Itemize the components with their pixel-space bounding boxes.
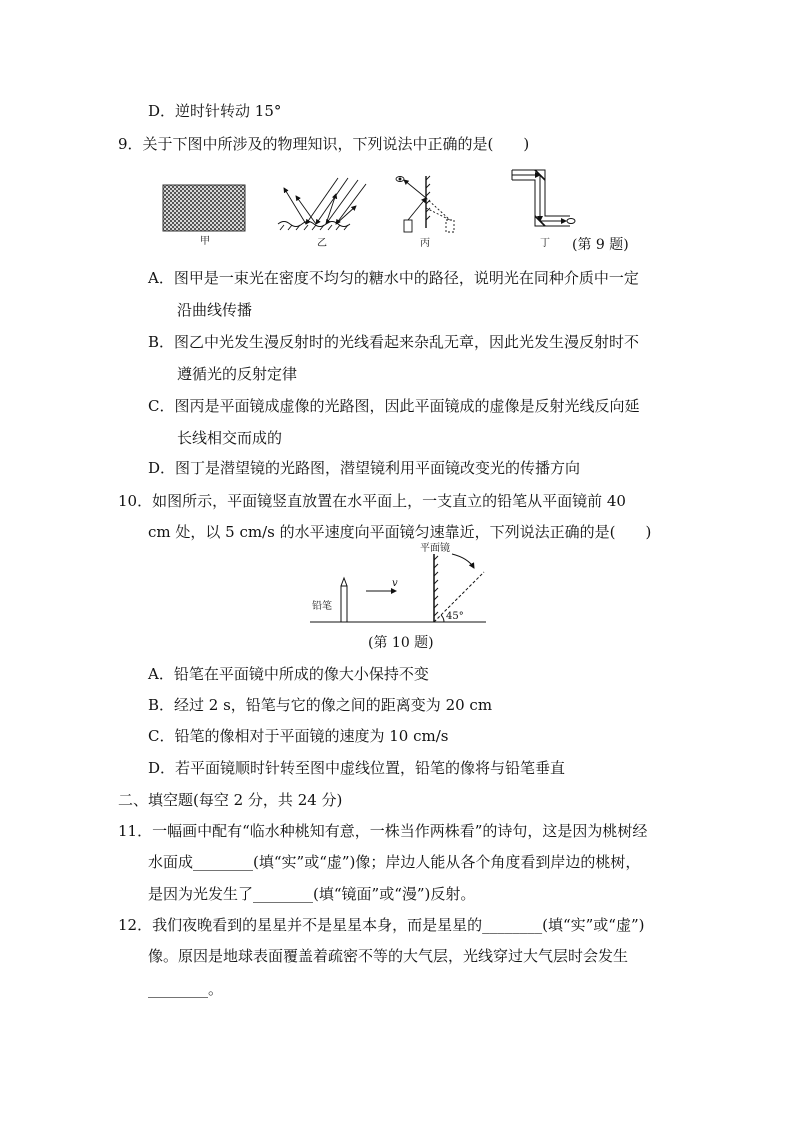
fig10-pencil — [341, 578, 347, 622]
fig10-mirror-label: 平面镜 — [420, 543, 450, 554]
q12-stem-cont2: ________。 — [148, 980, 224, 998]
q9-stem: 9．关于下图中所涉及的物理知识，下列说法中正确的是( ) — [118, 135, 530, 153]
section-fill-blank-title: 二、填空题(每空 2 分，共 24 分) — [118, 791, 343, 809]
fig10-angle-label: 45° — [446, 611, 464, 622]
fig10-caption: (第 10 题) — [368, 635, 434, 651]
fig10-pencil-label: 铅笔 — [312, 601, 332, 612]
fig9-bing-label: 丙 — [420, 238, 430, 249]
q10-option-b: B．经过 2 s，铅笔与它的像之间的距离变为 20 cm — [148, 696, 493, 714]
q10-option-a: A．铅笔在平面镜中所成的像大小保持不变 — [148, 665, 429, 683]
fig9-bing-mirror — [396, 176, 454, 232]
fig9-ding-periscope — [512, 170, 575, 226]
q12-stem: 12．我们夜晚看到的星星并不是星星本身，而是星星的________(填“实”或“虚”) — [118, 916, 645, 934]
fig9-yi-diffuse — [278, 178, 366, 230]
q9-option-d: D．图丁是潜望镜的光路图，潜望镜利用平面镜改变光的传播方向 — [148, 459, 581, 477]
q10-option-d: D．若平面镜顺时针转至图中虚线位置，铅笔的像将与铅笔垂直 — [148, 759, 566, 777]
fig9-caption: (第 9 题) — [572, 237, 629, 253]
q10-figure — [308, 542, 493, 626]
q12-stem-cont1: 像。原因是地球表面覆盖着疏密不等的大气层，光线穿过大气层时会发生 — [148, 947, 629, 965]
q9-option-c-cont: 长线相交而成的 — [177, 429, 283, 447]
fig9-jia-label: 甲 — [200, 236, 210, 247]
q11-stem-cont2: 是因为光发生了________(填“镜面”或“漫”)反射。 — [148, 885, 476, 903]
fig10-velocity-label: v — [392, 578, 398, 589]
q9-option-b: B．图乙中光发生漫反射时的光线看起来杂乱无章，因此光发生漫反射时不 — [148, 333, 640, 351]
q10-stem-cont: cm 处，以 5 cm/s 的水平速度向平面镜匀速靠近，下列说法正确的是( ) — [148, 523, 652, 541]
q10-option-c: C．铅笔的像相对于平面镜的速度为 10 cm/s — [148, 727, 449, 745]
q11-stem-cont1: 水面成________(填“实”或“虚”)像；岸边人能从各个角度看到岸边的桃树， — [148, 853, 641, 871]
q9-option-a-cont: 沿曲线传播 — [177, 301, 253, 319]
q9-option-c: C．图丙是平面镜成虚像的光路图，因此平面镜成的虚像是反射光线反向延 — [148, 397, 640, 415]
q8-option-d: D．逆时针转动 15° — [148, 102, 282, 120]
fig9-yi-label: 乙 — [317, 238, 327, 249]
fig9-ding-label: 丁 — [540, 238, 550, 249]
fig9-jia-tank — [163, 185, 245, 231]
q9-option-a: A．图甲是一束光在密度不均匀的糖水中的路径，说明光在同种介质中一定 — [148, 269, 639, 287]
q9-figures — [160, 166, 640, 252]
q9-option-b-cont: 遵循光的反射定律 — [177, 365, 298, 383]
q10-stem: 10．如图所示，平面镜竖直放置在水平面上，一支直立的铅笔从平面镜前 40 — [118, 492, 626, 510]
q11-stem: 11．一幅画中配有“临水种桃知有意，一株当作两株看”的诗句，这是因为桃树经 — [118, 822, 648, 840]
